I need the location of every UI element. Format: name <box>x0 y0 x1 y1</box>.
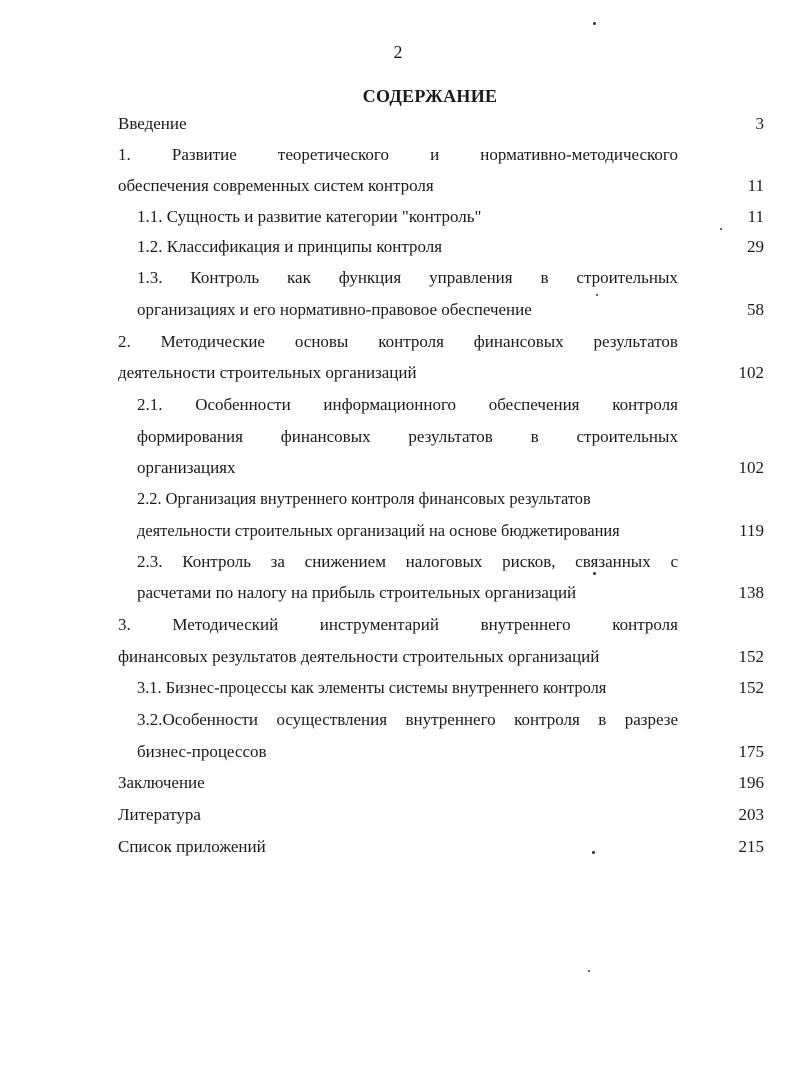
toc-page-s23: 138 <box>738 583 764 602</box>
word: Методические <box>160 332 265 351</box>
toc-page-literature: 203 <box>738 805 764 824</box>
scan-speck <box>593 572 596 575</box>
word: Развитие <box>171 145 237 164</box>
toc-page-s11: 11 <box>747 207 764 226</box>
toc-page-ch3: 152 <box>738 647 764 666</box>
word: Особенности <box>195 395 291 414</box>
toc-entry-appendices: Список приложений <box>118 837 266 856</box>
toc-entry-s13-line2: организациях и его нормативно-правовое обеспечение <box>137 300 532 319</box>
toc-page-s21: 102 <box>738 458 764 477</box>
toc-entry-s23-line1: 2.3. Контроль за снижением налоговых рисков, связанных с <box>137 552 678 571</box>
word: функция <box>338 268 402 287</box>
word: финансовых <box>280 427 371 446</box>
word: нормативно-методического <box>480 145 678 164</box>
word: Контроль <box>190 268 260 287</box>
word: внутреннего <box>480 615 571 634</box>
toc-entry-s21-line2 <box>137 427 678 447</box>
toc-page-s13: 58 <box>747 300 764 319</box>
word: финансовых <box>473 332 564 351</box>
toc-entry-ch2-line2: деятельности строительных организаций <box>118 363 417 382</box>
word: строительных <box>576 268 678 287</box>
word: информационного <box>323 395 457 414</box>
word: в <box>530 427 539 446</box>
toc-entry-intro: Введение <box>118 114 187 133</box>
toc-entry-s13-line1 <box>137 268 678 288</box>
toc-entry-ch1-line1 <box>118 145 678 165</box>
toc-page-conclusion: 196 <box>738 773 764 792</box>
word: теоретического <box>277 145 389 164</box>
toc-page-s32: 175 <box>738 742 764 761</box>
toc-page-ch2: 102 <box>738 363 764 382</box>
word: 2.1. <box>137 395 163 414</box>
word: контроля <box>612 395 678 414</box>
word: основы <box>294 332 349 351</box>
word: 3. <box>118 615 131 634</box>
scan-speck <box>720 228 722 230</box>
toc-entry-ch1-line2: обеспечения современных систем контроля <box>118 176 434 195</box>
toc-entry-literature: Литература <box>118 805 201 824</box>
toc-entry-s23-line2: расчетами по налогу на прибыль строительных организаций <box>137 583 577 602</box>
toc-entry-s32-line1: 3.2.Особенности осуществления внутреннего контроля в разрезе <box>137 710 678 729</box>
toc-page-s31: 152 <box>738 678 764 697</box>
toc-entry-s32-line2: бизнес-процессов <box>137 742 267 761</box>
word: и <box>430 145 440 164</box>
word: 1.3. <box>137 268 163 287</box>
toc-entry-s22-line1: 2.2. Организация внутреннего контроля финансовых результатов <box>137 489 591 508</box>
toc-entry-s31: 3.1. Бизнес-процессы как элементы системы внутреннего контроля <box>137 678 607 697</box>
toc-page-appendices: 215 <box>738 837 764 856</box>
page-number: 2 <box>393 42 403 62</box>
word: в <box>540 268 549 287</box>
toc-page-s12: 29 <box>747 237 764 256</box>
toc-entry-conclusion: Заключение <box>118 773 205 792</box>
toc-entry-s12: 1.2. Классификация и принципы контроля <box>137 237 443 256</box>
toc-entry-s11: 1.1. Сущность и развитие категории "контроль" <box>137 207 482 226</box>
word: 2. <box>118 332 131 351</box>
word: результатов <box>408 427 493 446</box>
word: формирования <box>137 427 243 446</box>
toc-entry-ch3-line1 <box>118 615 678 635</box>
word: как <box>287 268 311 287</box>
toc-entry-s21-line3: организациях <box>137 458 236 477</box>
toc-page-intro: 3 <box>755 114 764 133</box>
toc-entry-ch3-line2: финансовых результатов деятельности строительных организаций <box>118 647 600 666</box>
word: результатов <box>593 332 678 351</box>
toc-page-ch1: 11 <box>747 176 764 195</box>
word: обеспечения <box>488 395 580 414</box>
toc-entry-s22-line2: деятельности строительных организаций на основе бюджетирования <box>137 521 620 540</box>
word: 1. <box>118 145 131 164</box>
word: строительных <box>576 427 678 446</box>
word: Методический <box>172 615 279 634</box>
word: инструментарий <box>319 615 440 634</box>
scan-speck <box>596 294 598 296</box>
toc-title: СОДЕРЖАНИЕ <box>362 86 498 106</box>
scan-speck <box>593 22 596 25</box>
word: контроля <box>612 615 678 634</box>
word: управления <box>429 268 513 287</box>
toc-page-s22: 119 <box>739 521 764 540</box>
toc-entry-ch2-line1 <box>118 332 678 352</box>
scan-speck <box>592 851 595 854</box>
toc-entry-s21-line1 <box>137 395 678 415</box>
word: контроля <box>378 332 444 351</box>
scan-speck <box>588 970 590 972</box>
